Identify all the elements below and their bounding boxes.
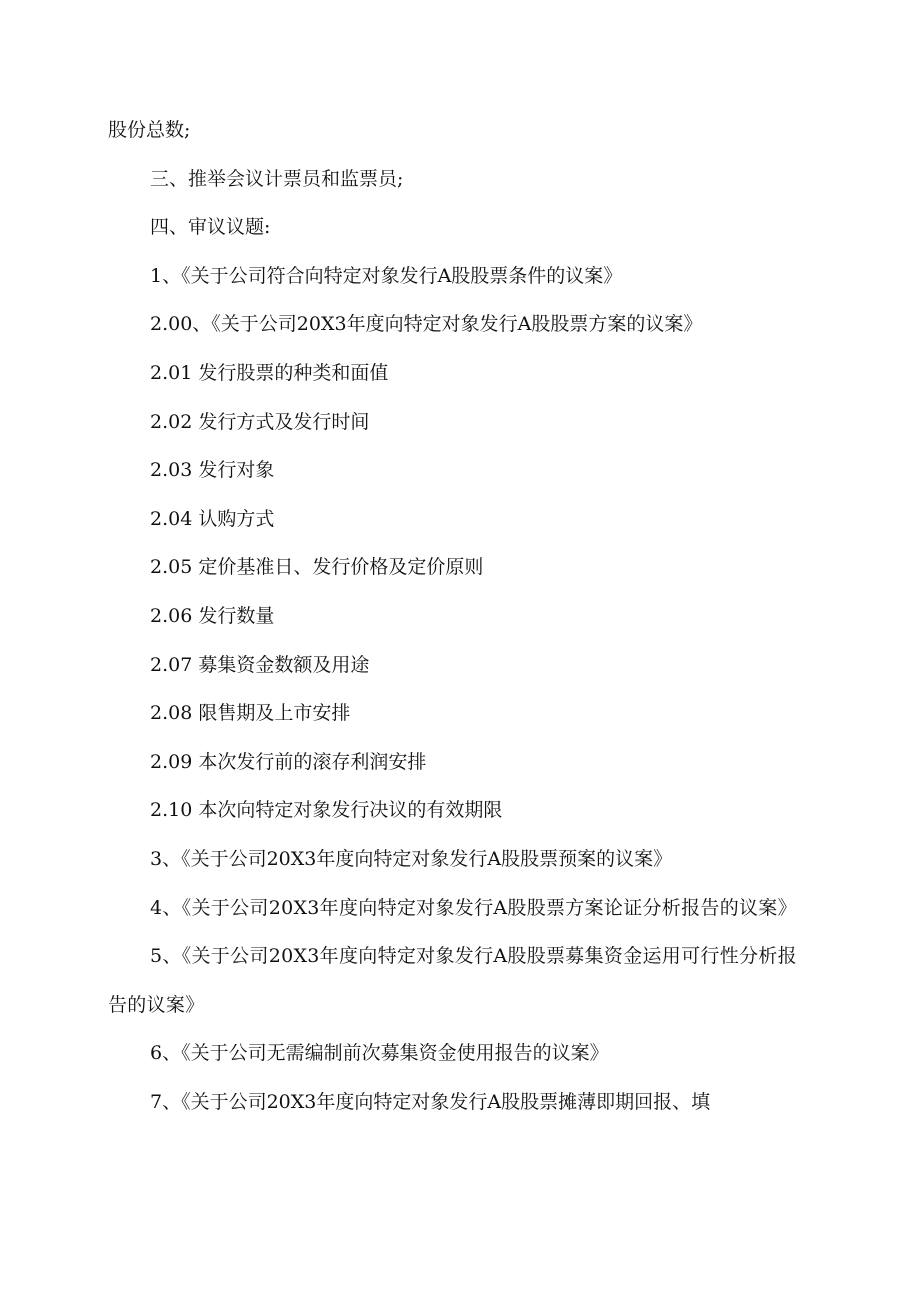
proposal-3: 3、《关于公司20X3年度向特定对象发行A股股票预案的议案》 [150,847,673,870]
proposal-2-01: 2.01 发行股票的种类和面值 [150,361,389,384]
agenda-item-3: 三、推举会议计票员和监票员; [150,167,404,190]
proposal-2-04: 2.04 认购方式 [150,507,275,530]
proposal-2-09: 2.09 本次发行前的滚存利润安排 [150,750,427,773]
proposal-2-03: 2.03 发行对象 [150,459,275,482]
proposal-2-08: 2.08 限售期及上市安排 [150,702,351,725]
proposal-2-07: 2.07 募集资金数额及用途 [150,653,370,676]
proposal-2-02: 2.02 发行方式及发行时间 [150,410,370,433]
proposal-4: 4、《关于公司20X3年度向特定对象发行A股股票方案论证分析报告的议案》 [150,896,797,919]
proposal-2-10: 2.10 本次向特定对象发行决议的有效期限 [150,799,503,822]
proposal-7: 7、《关于公司20X3年度向特定对象发行A股股票摊薄即期回报、填 [150,1090,711,1113]
proposal-2-06: 2.06 发行数量 [150,604,275,627]
proposal-5: 5、《关于公司20X3年度向特定对象发行A股股票募集资金运用可行性分析报告的议案》 [108,945,797,1016]
proposal-2-00: 2.00、《关于公司20X3年度向特定对象发行A股股票方案的议案》 [150,313,703,336]
text-line-shares-total: 股份总数; [108,119,191,141]
proposal-2-05: 2.05 定价基准日、发行价格及定价原则 [150,556,484,579]
proposal-1: 1、《关于公司符合向特定对象发行A股股票条件的议案》 [150,264,623,287]
agenda-item-4: 四、审议议题: [150,216,271,239]
proposal-6: 6、《关于公司无需编制前次募集资金使用报告的议案》 [150,1042,609,1065]
document-body [108,106,808,1126]
